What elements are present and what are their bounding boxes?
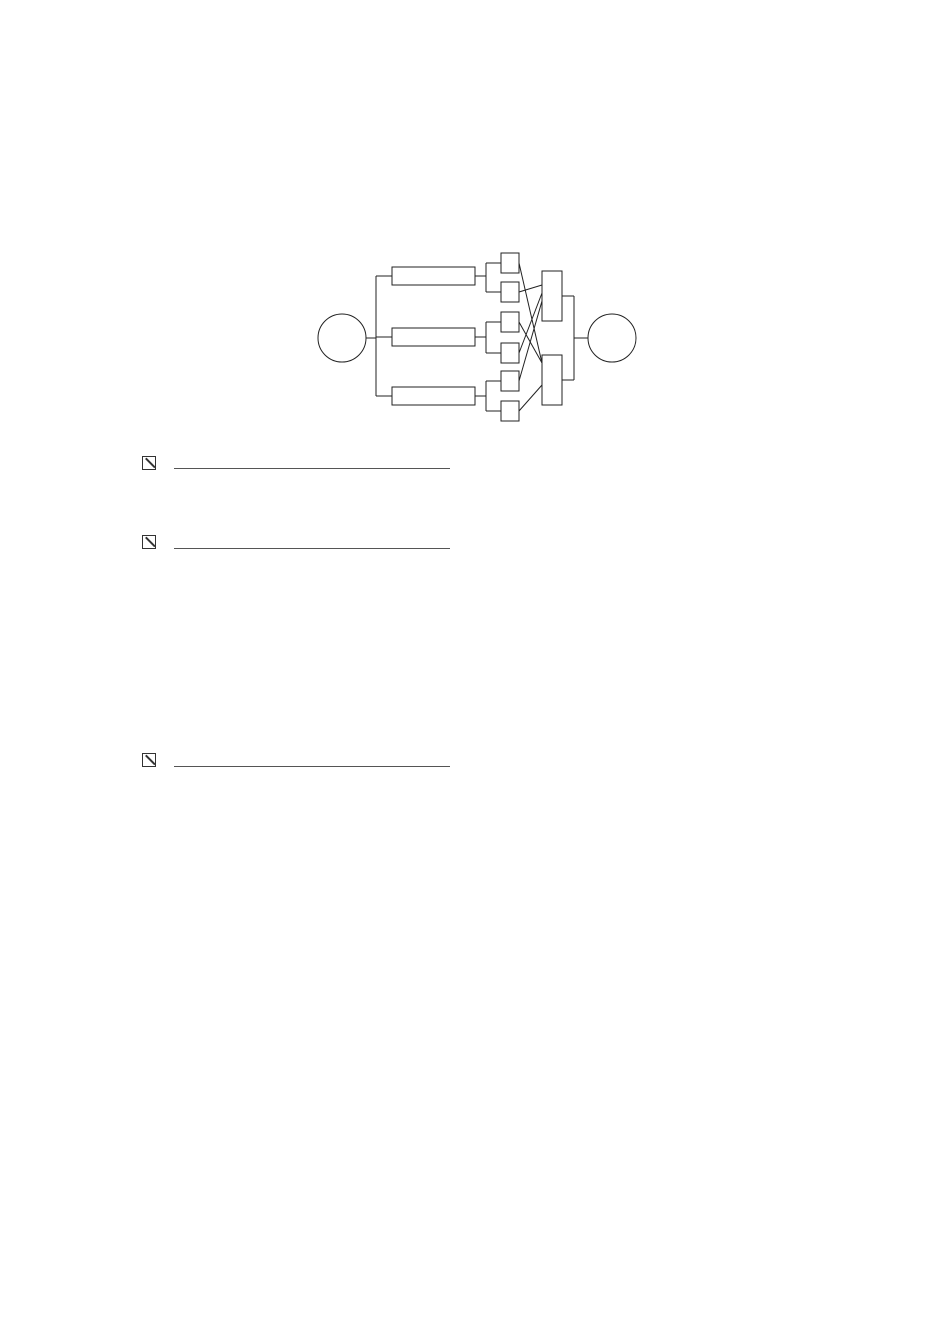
value-box-large-2 <box>501 312 519 332</box>
section-rule <box>174 548 450 549</box>
self-study-item2 <box>142 487 812 514</box>
value-box-small-1 <box>501 282 519 302</box>
section-rule <box>174 468 450 469</box>
page-content <box>142 118 812 784</box>
factor-box-volume-change <box>392 328 475 346</box>
section-arrow-icon <box>142 535 156 549</box>
section-arrow-icon <box>142 456 156 470</box>
value-box-high <box>501 371 519 391</box>
value-box-large-1 <box>501 253 519 273</box>
section-arrow-icon <box>142 753 156 767</box>
result-box-undeveloped <box>542 271 562 321</box>
method-p3 <box>142 201 812 228</box>
transfer-header <box>142 748 812 772</box>
analysis-flow-diagram <box>142 233 812 437</box>
influence-factors-circle <box>318 314 366 362</box>
self-study-header <box>142 451 812 475</box>
coop-header <box>142 530 812 554</box>
flow-diagram-svg <box>142 233 812 437</box>
factor-box-water-volume <box>392 267 475 285</box>
coop-answer-1 <box>142 568 812 650</box>
factor-box-economy <box>392 387 475 405</box>
section-rule <box>174 766 450 767</box>
value-box-small-2 <box>501 343 519 363</box>
analysis-paragraph <box>142 118 812 173</box>
inland-navigation-circle <box>588 314 636 362</box>
coop-answer-2 <box>142 650 812 732</box>
method-heading <box>136 173 812 201</box>
value-box-low <box>501 401 519 421</box>
result-box-developed <box>542 355 562 405</box>
